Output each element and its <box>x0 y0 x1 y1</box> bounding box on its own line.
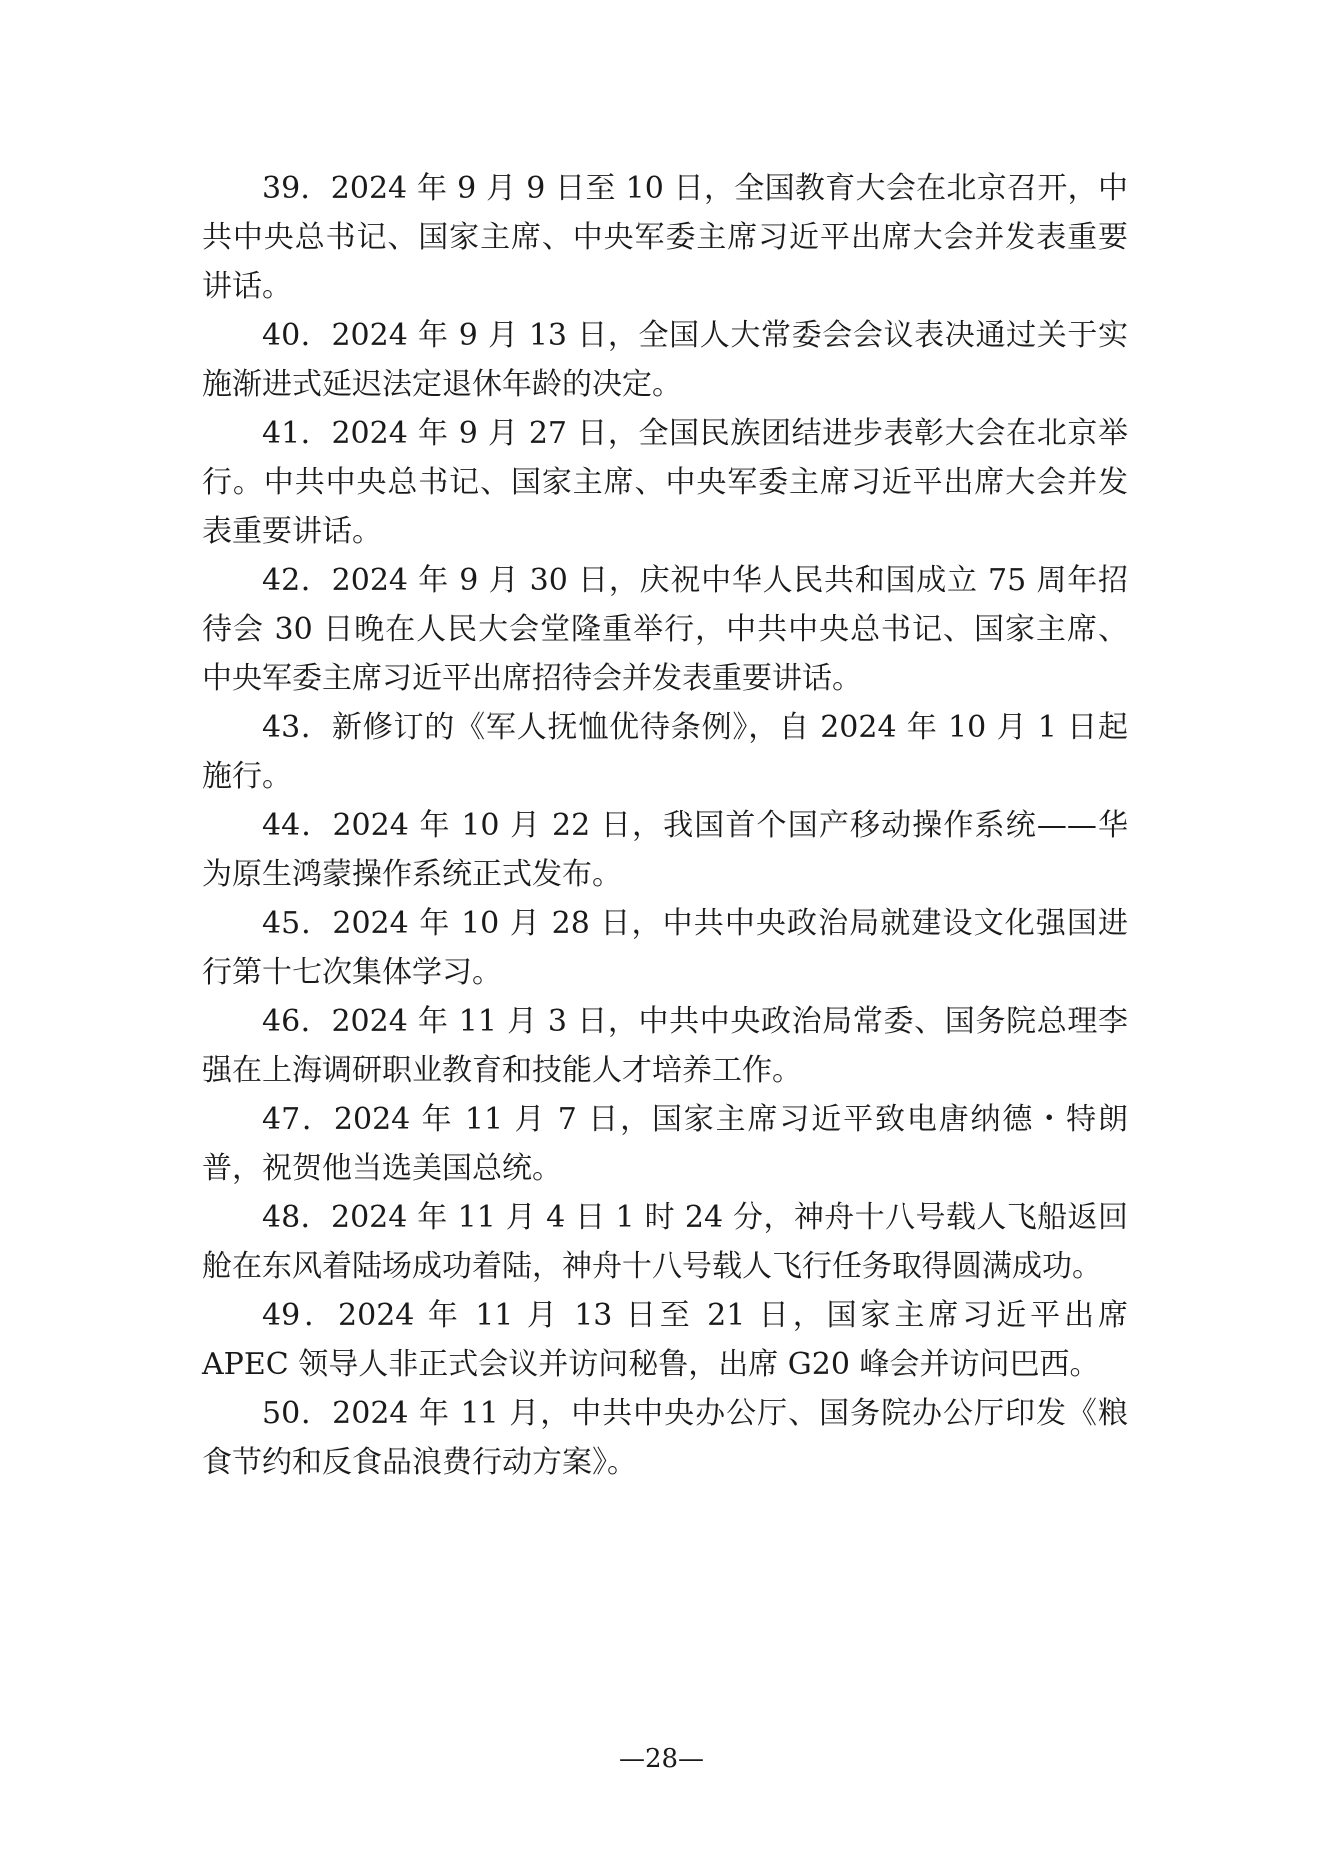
list-item <box>202 899 1128 997</box>
item-text: 2024 年 9 月 9 日至 10 日，全国教育大会在北京召开，中共中央总书记、国家主席、中央军委主席习近平出席大会并发表重要讲话。 <box>202 171 1128 304</box>
item-text: 新修订的《军人抚恤优待条例》，自 2024 年 10 月 1 日起施行。 <box>202 710 1128 794</box>
list-item <box>202 703 1128 801</box>
item-text: 2024 年 11 月 13 日至 21 日，国家主席习近平出席 APEC 领导人非正式会议并访问秘鲁，出席 G20 峰会并访问巴西。 <box>202 1298 1128 1382</box>
list-item <box>202 409 1128 556</box>
item-text: 2024 年 11 月 3 日，中共中央政治局常委、国务院总理李强在上海调研职业教育和技能人才培养工作。 <box>202 1004 1128 1088</box>
list-item <box>202 997 1128 1095</box>
list-item <box>202 164 1128 311</box>
item-number: 45． <box>262 906 333 941</box>
item-number: 47． <box>262 1102 334 1137</box>
item-number: 46． <box>262 1004 332 1039</box>
list-item <box>202 1291 1128 1389</box>
page-number: —28— <box>618 1744 705 1774</box>
list-item <box>202 556 1128 703</box>
list-item <box>202 1193 1128 1291</box>
item-text: 2024 年 10 月 28 日，中共中央政治局就建设文化强国进行第十七次集体学习。 <box>202 906 1128 990</box>
list-item <box>202 311 1128 409</box>
item-number: 50． <box>262 1396 333 1431</box>
list-item <box>202 1095 1128 1193</box>
list-item <box>202 801 1128 899</box>
item-text: 2024 年 9 月 27 日，全国民族团结进步表彰大会在北京举行。中共中央总书记、国家主席、中央军委主席习近平出席大会并发表重要讲话。 <box>202 416 1128 549</box>
item-text: 2024 年 10 月 22 日，我国首个国产移动操作系统——华为原生鸿蒙操作系统正式发布。 <box>202 808 1128 892</box>
item-text: 2024 年 9 月 13 日，全国人大常委会会议表决通过关于实施渐进式延迟法定退休年龄的决定。 <box>202 318 1128 402</box>
item-text: 2024 年 9 月 30 日，庆祝中华人民共和国成立 75 周年招待会 30 日晚在人民大会堂隆重举行，中共中央总书记、国家主席、中央军委主席习近平出席招待会并发表重要讲话。 <box>202 563 1128 696</box>
item-text: 2024 年 11 月，中共中央办公厅、国务院办公厅印发《粮食节约和反食品浪费行动方案》。 <box>202 1396 1128 1480</box>
item-number: 42． <box>262 563 332 598</box>
list-item <box>202 1389 1128 1487</box>
item-number: 44． <box>262 808 333 843</box>
item-number: 39． <box>262 171 331 206</box>
item-number: 41． <box>262 416 332 451</box>
item-number: 43． <box>262 710 332 745</box>
event-list <box>202 164 1128 1487</box>
item-number: 40． <box>262 318 332 353</box>
item-number: 48． <box>262 1200 331 1235</box>
item-text: 2024 年 11 月 4 日 1 时 24 分，神舟十八号载人飞船返回舱在东风着陆场成功着陆，神舟十八号载人飞行任务取得圆满成功。 <box>202 1200 1128 1284</box>
item-text: 2024 年 11 月 7 日，国家主席习近平致电唐纳德・特朗普，祝贺他当选美国总统。 <box>202 1102 1128 1186</box>
item-number: 49． <box>262 1298 339 1333</box>
